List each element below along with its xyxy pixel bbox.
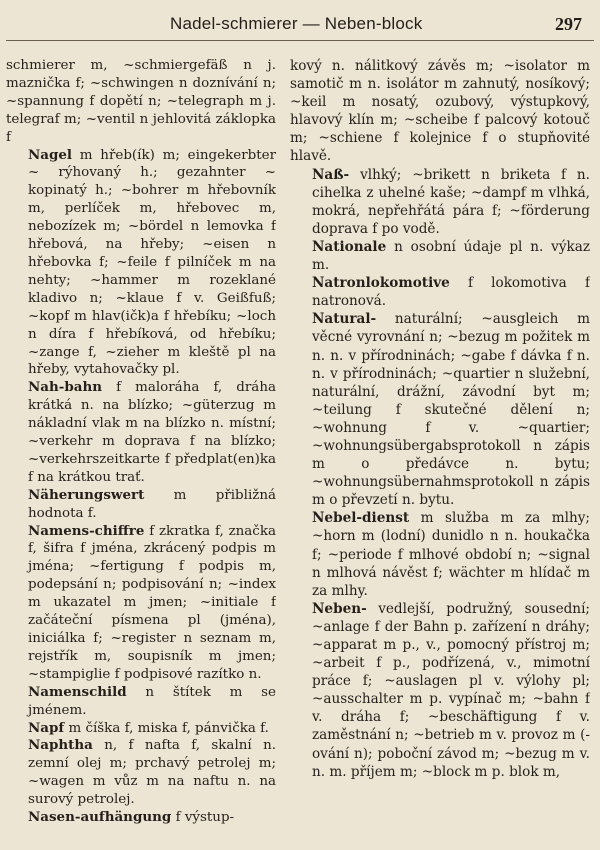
dictionary-entry bbox=[6, 809, 276, 827]
entry-text: n osobní údaje pl n. výkaz m. bbox=[312, 238, 590, 274]
left-column bbox=[6, 57, 276, 844]
entry-headword: Naß- bbox=[312, 166, 350, 183]
dictionary-entry bbox=[6, 379, 276, 486]
dictionary-entry bbox=[6, 523, 276, 684]
entry-headword: Nagel bbox=[28, 146, 73, 163]
dictionary-entry bbox=[6, 147, 276, 380]
entry-headword: Napf bbox=[28, 719, 65, 736]
page-number: 297 bbox=[555, 14, 582, 34]
entry-text: n, f nafta f, skalní n. zemní olej m; prchavý petrolej m; ~wagen m vůz m na naftu n. na surový petrolej. bbox=[28, 738, 276, 808]
entry-headword: Nasen-aufhängung bbox=[28, 809, 172, 826]
dictionary-entry bbox=[6, 720, 276, 738]
dictionary-entry bbox=[6, 487, 276, 523]
entry-text: vlhký; ~brikett n briketa f n. cihelka z uhelné kaše; ~dampf m vlhká, mokrá, nepřehřátá pára f; ~förderung doprava f po vodě. bbox=[312, 166, 590, 237]
entry-text: f výstup- bbox=[171, 810, 235, 826]
dictionary-entry bbox=[6, 737, 276, 809]
dictionary-entry bbox=[6, 57, 276, 147]
entry-headword: Nah-bahn bbox=[28, 379, 102, 396]
dictionary-entry bbox=[6, 684, 276, 720]
dictionary-entry bbox=[290, 274, 590, 310]
entry-text: vedlejší, podružný, sousední; ~anlage f der Bahn p. zařízení n dráhy; ~apparat m p., v., pomocný přístroj m; ~arbeit f p., podřízená, v., mimotní práce f; ~auslagen pl v. výlohy pl; ~ausschalter m p. vypínač m; ~bahn f v. dráha f; ~beschäftigung f v. zaměstnání n; ~betrieb m v. provoz m (-ování n); poboční závod m; ~bezug m v. n. m. příjem m; ~block m p. blok m, bbox=[312, 600, 590, 780]
entry-text: m přibližná hodnota f. bbox=[28, 487, 276, 521]
entry-text: kový n. nálitkový závěs m; ~isolator m samotič m n. isolátor m zahnutý, nosíkový; ~keil m nosatý, ozubový, výstupkový, hlavový klín m; ~scheibe f palcový kotouč m; ~schiene f kolejnice f o stupňovité hlavě. bbox=[290, 58, 590, 165]
right-column bbox=[290, 57, 590, 844]
entry-text: m číška f, miska f, pánvička f. bbox=[64, 720, 269, 736]
dictionary-entry bbox=[290, 310, 590, 509]
dictionary-entry bbox=[290, 57, 590, 166]
entry-headword: Näherungswert bbox=[28, 486, 145, 503]
entry-text: schmierer m, ~schmiergefäß n j. maznička f; ~schwingen n doznívání n; ~spannung f dopětí n; ~telegraph m j. telegraf m; ~ventil n jehlovitá záklopka f bbox=[6, 58, 276, 145]
header-title: Nadel-schmierer — Neben-block bbox=[170, 14, 423, 33]
header-rule bbox=[6, 40, 594, 41]
entry-headword: Nationale bbox=[312, 238, 387, 255]
entry-text: n štítek m se jménem. bbox=[28, 684, 276, 718]
entry-headword: Namens-chiffre bbox=[28, 522, 145, 539]
dictionary-entry bbox=[290, 600, 590, 781]
entry-text: m hřeb(ík) m; eingekerbter ~ rýhovaný h.; gezahnter ~ kopinatý h.; ~bohrer m hřebovník m, perlíček m, hřebovec m, nebozízek m; ~bördel n lemovka f hřebová, na hřeby; ~eisen n hřebovka f; ~feile f pilníček m na nehty; ~hammer m rozeklané kladivo n; ~klaue f v. Geißfuß; ~kopf m hlav(ičk)a f hřebíku; ~loch n díra f hřebíková, od hřebíku; ~zange f, ~zieher m kleště pl na hřeby, vytahovačky pl. bbox=[28, 147, 276, 378]
entry-text: f lokomotiva f natronová. bbox=[312, 275, 590, 310]
entry-text: f maloráha f, dráha krátká n. na blízko; ~güterzug m nákladní vlak m na blízko n. místní; ~verkehr m doprava f na blízko; ~verkehrszeitkarte f předplat(en)ka f na krátkou trať. bbox=[28, 380, 276, 485]
entry-headword: Nebel-dienst bbox=[312, 510, 410, 527]
entry-headword: Natural- bbox=[312, 311, 377, 328]
entry-headword: Naphtha bbox=[28, 737, 93, 754]
entry-headword: Neben- bbox=[312, 600, 367, 617]
entry-headword: Natronlokomotive bbox=[312, 275, 450, 292]
entry-headword: Namenschild bbox=[28, 683, 127, 700]
dictionary-entry bbox=[290, 238, 590, 274]
entry-text: f zkratka f, značka f, šifra f jména, zkrácený podpis m jména; ~fertigung f podpis m, podepsání n; podpisování n; ~index m ukazatel m jmen; ~initiale f začáteční písmena pl (jména), iniciálka f; ~register n seznam m, rejstřík m, soupisník m jmen; ~stampiglie f podpisové razítko n. bbox=[28, 523, 276, 682]
running-header bbox=[0, 12, 600, 38]
entry-text: m služba m za mlhy; ~horn m (lodní) dunidlo n n. houkačka f; ~periode f mlhové období n; ~signal n mlhová návěst f; wächter m hlídač m za mlhy. bbox=[312, 510, 590, 599]
entry-text: naturální; ~ausgleich m věcné vyrovnání n; ~bezug m požitek m n. n. v přírodninách; ~gabe f dávka f n. n. v přírodninách; ~quartier n služební, naturální, drážní, závodní byt m; ~teilung f skutečné dělení n; ~wohnung f v. ~quartier; ~wohnungsübergabsprotokoll n zápis m o předávce n. bytu; ~wohnungsübernahmsprotokoll n zápis m o převzetí n. bytu. bbox=[312, 311, 590, 509]
dictionary-entry bbox=[290, 509, 590, 599]
dictionary-entry bbox=[290, 166, 590, 238]
